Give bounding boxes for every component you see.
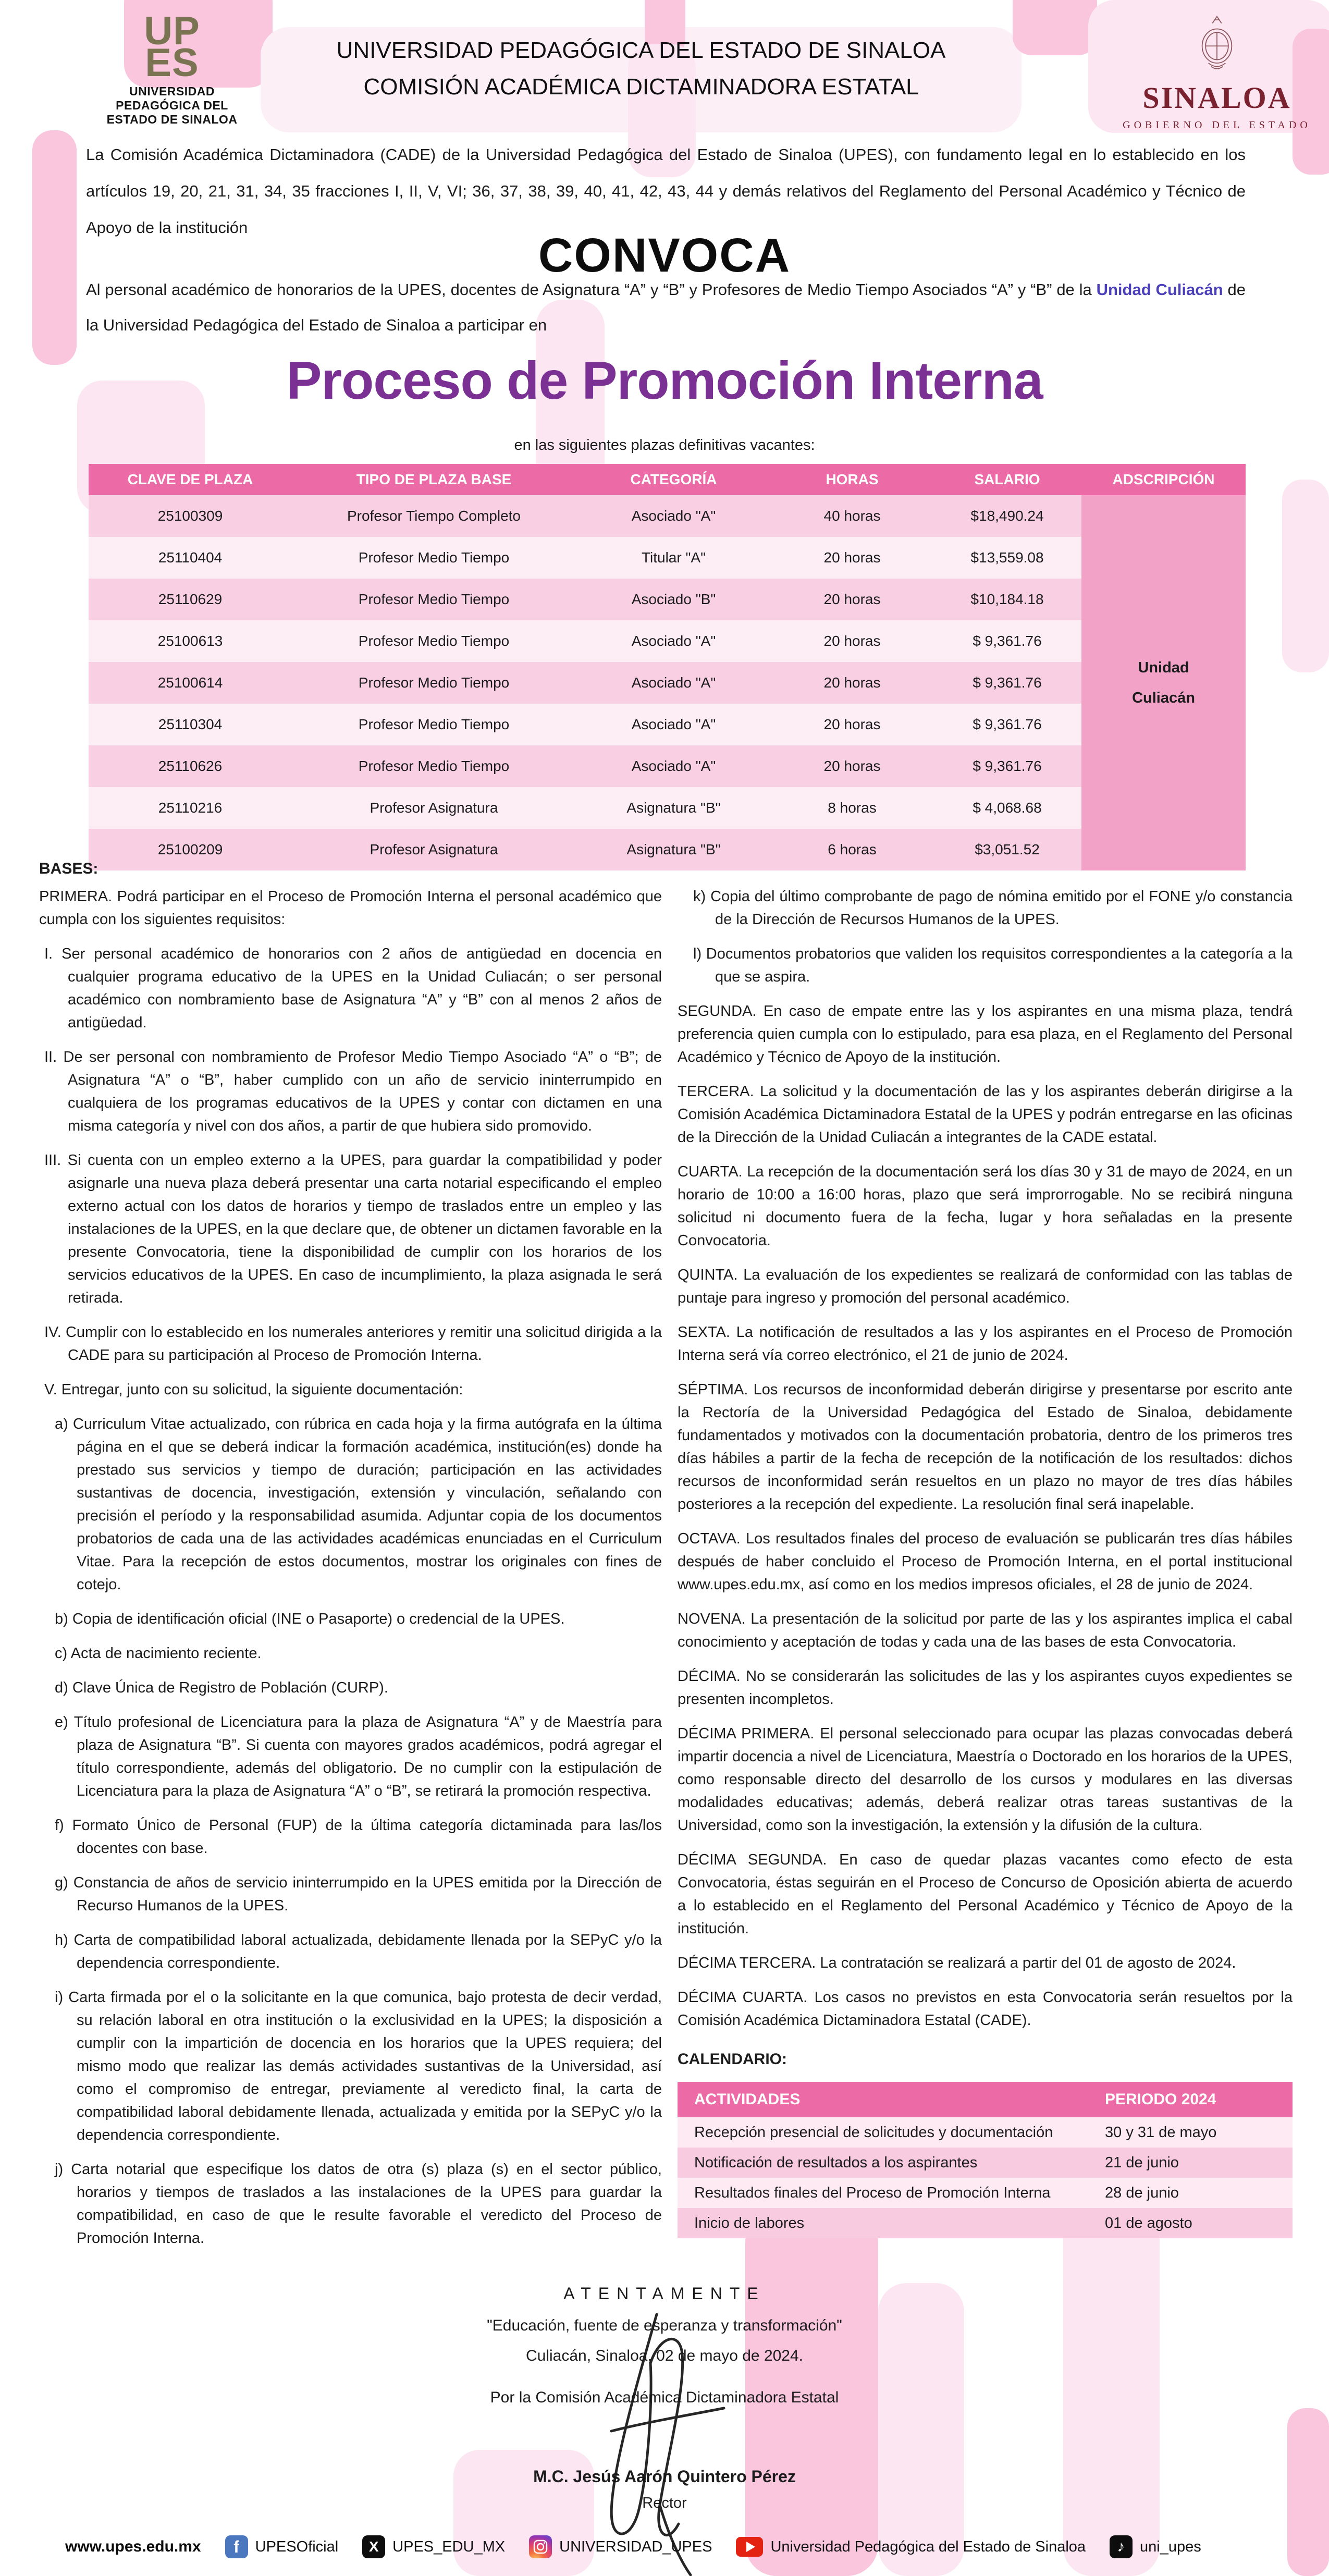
bases-paragraph: a) Curriculum Vitae actualizado, con rúbrica en cada hoja y la firma autógrafa en la última página en el que se deberá indicar la formación académica, institución(es) donde ha prestado sus servicios y tiempo de duración; participación en las actividades sustantivas de docencia, investigación, extensión y vinculación, señalando con precisión el período y la responsabilidad asumida. Adjuntar copia de los documentos probatorios de cada una de las actividades académicas enunciadas en el Curriculum Vitae. Para la recepción de estos documentos, mostrar los originales con fines de cotejo. xyxy=(55,1416,662,1593)
x-icon: X xyxy=(362,2535,385,2558)
atentamente-text: ATENTAMENTE xyxy=(563,2284,766,2303)
bases-paragraph: c) Acta de nacimiento reciente. xyxy=(55,1645,262,1662)
bases-left-column xyxy=(39,885,662,2261)
bases-paragraph: III. Si cuenta con un empleo externo a la UPES, para guardar la compatibilidad y poder asignarle una nueva plaza deberá presentar una carta notarial especificando el empleo externo actual con los datos de horarios y tiempo de traslados entre un empleo y las instalaciones de la UPES, en la que declare que, de obtener un dictamen favorable en la presente Convocatoria, tiene la disponibilidad de cumplir con los horarios de los servicios educativos de la UPES. En caso de incumplimiento, la plaza asignada le será retirada. xyxy=(44,1152,662,1306)
table-lead-text: en las siguientes plazas definitivas vacantes: xyxy=(514,437,815,453)
bases-paragraph: QUINTA. La evaluación de los expedientes se realizará de conformidad con las tablas de puntaje para ingreso y promoción del personal académico. xyxy=(678,1267,1293,1306)
cell-categoria: Asignatura "B" xyxy=(626,841,721,857)
sinaloa-subtitle: GOBIERNO DEL ESTADO xyxy=(1123,119,1311,131)
cell-clave: 25100613 xyxy=(157,633,223,649)
bases-paragraph: TERCERA. La solicitud y la documentación de las y los aspirantes deberán dirigirse a la Comisión Académica Dictaminadora Estatal de la UPES y podrán entregarse en las oficinas de la Dirección de la Unidad Culiacán a integrantes de la CADE estatal. xyxy=(678,1083,1293,1146)
bases-paragraph: l) Documentos probatorios que validen los requisitos correspondientes a la categoría a la que se aspira. xyxy=(693,946,1293,985)
bases-paragraph: j) Carta notarial que especifique los datos de otra (s) plaza (s) en el sector público, horarios y tiempos de traslados a las instalaciones de la UPES para guardar la compatibilidad, en caso de que le resulte favorable el veredicto del Proceso de Promoción Interna. xyxy=(55,2161,662,2247)
facebook-icon: f xyxy=(225,2535,248,2558)
cell-horas: 20 horas xyxy=(823,758,881,774)
decor-shape xyxy=(1282,480,1329,672)
commission-name: COMISIÓN ACADÉMICA DICTAMINADORA ESTATAL xyxy=(363,74,919,100)
audience-text-after: de la Universidad Pedagógica del Estado de Sinaloa a participar en xyxy=(86,280,1246,334)
cell-tipo: Profesor Medio Tiempo xyxy=(358,591,510,607)
cell-salario: $ 4,068.68 xyxy=(973,800,1042,816)
cell-salario: $18,490.24 xyxy=(970,508,1044,524)
calendar-body xyxy=(678,2117,1293,2238)
social-label: UNIVERSIDAD_UPES xyxy=(559,2538,712,2555)
calendar-cell-periodo: 30 y 31 de mayo xyxy=(1105,2124,1217,2141)
table-row xyxy=(89,829,1081,870)
process-title: Proceso de Promoción Interna xyxy=(286,351,1043,410)
bases-section xyxy=(39,885,1293,2261)
calendar-row xyxy=(678,2178,1293,2208)
social-youtube[interactable] xyxy=(736,2537,1086,2557)
convoca-heading: CONVOCA xyxy=(538,229,791,282)
calendario-heading: CALENDARIO: xyxy=(678,2051,787,2068)
bases-paragraph: V. Entregar, junto con su solicitud, la siguiente documentación: xyxy=(44,1381,463,1398)
motto-text: "Educación, fuente de esperanza y transformación" xyxy=(487,2317,842,2334)
cell-salario: $13,559.08 xyxy=(970,549,1044,566)
upes-logo-caption: UNIVERSIDAD PEDAGÓGICA DEL ESTADO DE SINALOA xyxy=(106,84,238,126)
calendar-header-actividades: ACTIVIDADES xyxy=(694,2091,801,2108)
signer-role: Rector xyxy=(642,2495,687,2511)
tiktok-icon: ♪ xyxy=(1110,2535,1133,2558)
cell-tipo: Profesor Medio Tiempo xyxy=(358,674,510,691)
cell-tipo: Profesor Medio Tiempo xyxy=(358,758,510,774)
cell-categoria: Asociado "A" xyxy=(631,633,716,649)
plazas-table xyxy=(89,464,1246,870)
calendar-row xyxy=(678,2117,1293,2148)
cell-horas: 20 horas xyxy=(823,549,881,566)
calendar-cell-periodo: 28 de junio xyxy=(1105,2184,1179,2201)
cell-salario: $ 9,361.76 xyxy=(973,716,1042,732)
header-cell-clave: CLAVE DE PLAZA xyxy=(127,471,253,487)
plazas-table-header xyxy=(89,464,1081,495)
upes-logo xyxy=(60,9,284,127)
header-cell-tipo: TIPO DE PLAZA BASE xyxy=(356,471,512,487)
table-row xyxy=(89,745,1081,787)
social-label: UPES_EDU_MX xyxy=(392,2538,506,2555)
audience-text-before: Al personal académico de honorarios de la UPES, docentes de Asignatura “A” y “B” y Profesores de Medio Tiempo Asociados “A” y “B” de la xyxy=(86,280,1092,299)
cell-clave: 25110404 xyxy=(158,549,223,566)
bases-paragraph: NOVENA. La presentación de la solicitud por parte de las y los aspirantes implica el cabal conocimiento y aceptación de todas y cada una de las bases de esta Convocatoria. xyxy=(678,1611,1293,1650)
youtube-icon xyxy=(736,2537,763,2557)
header-cell-adscripcion: ADSCRIPCIÓN xyxy=(1081,464,1246,495)
bases-paragraph: SEGUNDA. En caso de empate entre las y los aspirantes en una misma plaza, tendrá preferencia quien cumpla con lo estipulado, para esa plaza, en el Reglamento del Personal Académico y Técnico de Apoyo de la institución. xyxy=(678,1003,1293,1065)
bases-paragraph: d) Clave Única de Registro de Población (CURP). xyxy=(55,1679,388,1696)
cell-categoria: Asociado "A" xyxy=(631,716,716,732)
bases-paragraph: SÉPTIMA. Los recursos de inconformidad deberán dirigirse y presentarse por escrito ante la Rectoría de la Universidad Pedagógica del Estado de Sinaloa, debidamente fundamentados y motivados con la documentación probatoria, dentro de los primeros tres días hábiles a partir de la fecha de recepción de la notificación de los resultados: dichos recursos de inconformidad serán resueltos en un plazo no mayor de tres días hábiles posteriores a la recepción del expediente. La resolución final será inapelable. xyxy=(678,1381,1293,1513)
cell-categoria: Asociado "A" xyxy=(631,758,716,774)
cell-tipo: Profesor Medio Tiempo xyxy=(358,716,510,732)
cell-clave: 25100614 xyxy=(157,674,223,691)
calendar-cell-actividad: Inicio de labores xyxy=(694,2214,805,2231)
footer-bar xyxy=(65,2528,1201,2566)
signer-name: M.C. Jesús Aarón Quintero Pérez xyxy=(533,2467,796,2486)
cell-tipo: Profesor Asignatura xyxy=(370,800,498,816)
cell-horas: 20 horas xyxy=(823,674,881,691)
cell-tipo: Profesor Medio Tiempo xyxy=(358,633,510,649)
table-row xyxy=(89,704,1081,745)
cell-salario: $3,051.52 xyxy=(975,841,1040,857)
header-cell-categoria: CATEGORÍA xyxy=(630,471,717,487)
cell-clave: 25110216 xyxy=(158,800,223,816)
cell-categoria: Asociado "A" xyxy=(631,674,716,691)
institution-name: UNIVERSIDAD PEDAGÓGICA DEL ESTADO DE SINALOA xyxy=(336,38,946,63)
decor-shape xyxy=(1013,0,1097,55)
bases-right-paragraphs xyxy=(678,885,1293,2032)
bases-paragraph: k) Copia del último comprobante de pago de nómina emitido por el FONE y/o constancia de la Dirección de Recursos Humanos de la UPES. xyxy=(693,888,1293,928)
closing-block xyxy=(0,2284,1329,2512)
bases-paragraph: DÉCIMA CUARTA. Los casos no previstos en esta Convocatoria serán resueltos por la Comisión Académica Dictaminadora Estatal (CADE). xyxy=(678,1989,1293,2029)
bases-paragraph: DÉCIMA. No se considerarán las solicitudes de las y los aspirantes cuyos expedientes se presenten incompletos. xyxy=(678,1668,1293,1708)
table-row xyxy=(89,579,1081,620)
bases-paragraph: OCTAVA. Los resultados finales del proceso de evaluación se publicarán tres días hábiles después de haber concluido el Proceso de Promoción Interna, en el portal institucional www.upes.edu.mx, así como en los medios impresos oficiales, el 28 de junio de 2024. xyxy=(678,1530,1293,1593)
cell-clave: 25110629 xyxy=(158,591,223,607)
bases-paragraph: i) Carta firmada por el o la solicitante en la que comunica, bajo protesta de decir verdad, su relación laboral en otra institución o la exclusividad en la UPES; la disposición a cumplir con la impartición de docencia en los horarios que la UPES requiera; del mismo modo que realizar las demás actividades sustantivas de la Universidad, así como el compromiso de entregar, previamente al veredicto final, la carta de compatibilidad laboral debidamente llenada, actualizada y emitida por la SEPyC y/o la dependencia correspondiente. xyxy=(55,1989,662,2143)
issued-by-text: Por la Comisión Académica Dictaminadora Estatal xyxy=(490,2389,839,2406)
table-row xyxy=(89,495,1081,537)
cell-horas: 20 horas xyxy=(823,716,881,732)
table-row xyxy=(89,662,1081,704)
cell-tipo: Profesor Asignatura xyxy=(370,841,498,857)
cell-clave: 25100209 xyxy=(157,841,223,857)
calendar-cell-periodo: 21 de junio xyxy=(1105,2154,1179,2171)
cell-tipo: Profesor Tiempo Completo xyxy=(347,508,521,524)
adscripcion-cell: Unidad Culiacán xyxy=(1081,495,1246,870)
bases-paragraph: I. Ser personal académico de honorarios con 2 años de antigüedad en docencia en cualquier programa educativo de la UPES en la Unidad Culiacán; o ser personal académico con nombramiento base de Asignatura “A” y “B” con al menos 2 años de antigüedad. xyxy=(44,946,662,1031)
bases-paragraph: IV. Cumplir con lo establecido en los numerales anteriores y remitir una solicitud dirigida a la CADE para su participación al Proceso de Promoción Interna. xyxy=(44,1324,662,1364)
bases-paragraph: b) Copia de identificación oficial (INE o Pasaporte) o credencial de la UPES. xyxy=(55,1611,565,1627)
cell-salario: $ 9,361.76 xyxy=(973,633,1042,649)
social-label: Universidad Pedagógica del Estado de Sinaloa xyxy=(770,2538,1086,2555)
bases-right-column xyxy=(678,885,1293,2261)
bases-paragraph: e) Título profesional de Licenciatura para la plaza de Asignatura “A” y de Maestría para plaza de Asignatura “B”. Si cuenta con mayores grados académicos, podrá agregar el título correspondiente, además del obligatorio. De no cumplir con la estipulación de Licenciatura para la plaza de Asignatura “A” o “B”, se retirará la promoción respectiva. xyxy=(55,1714,662,1799)
table-row xyxy=(89,537,1081,579)
cell-tipo: Profesor Medio Tiempo xyxy=(358,549,510,566)
bases-heading: BASES: xyxy=(39,860,99,877)
header-cell-horas: HORAS xyxy=(826,471,879,487)
bases-paragraph: SEXTA. La notificación de resultados a las y los aspirantes en el Proceso de Promoción Interna será vía correo electrónico, el 21 de junio de 2024. xyxy=(678,1324,1293,1364)
table-row xyxy=(89,620,1081,662)
cell-horas: 8 horas xyxy=(828,800,877,816)
bases-paragraph: DÉCIMA TERCERA. La contratación se realizará a partir del 01 de agosto de 2024. xyxy=(678,1955,1236,1971)
upes-logo-glyph: UP ES xyxy=(144,9,200,85)
calendar-header-periodo: PERIODO 2024 xyxy=(1105,2091,1216,2108)
bases-paragraph: CUARTA. La recepción de la documentación será los días 30 y 31 de mayo de 2024, en un horario de 10:00 a 16:00 horas, plazo que será improrrogable. No se recibirá ninguna solicitud ni documento fuera de la fecha, lugar y hora señaladas en la presente Convocatoria. xyxy=(678,1163,1293,1249)
cell-horas: 40 horas xyxy=(823,508,881,524)
calendar-table xyxy=(678,2082,1293,2238)
cell-salario: $ 9,361.76 xyxy=(973,674,1042,691)
cell-categoria: Asociado "B" xyxy=(631,591,716,607)
cell-clave: 25110304 xyxy=(158,716,223,732)
social-tiktok[interactable] xyxy=(1110,2535,1201,2558)
bases-paragraph: f) Formato Único de Personal (FUP) de la última categoría dictaminada para las/los docentes con base. xyxy=(55,1817,662,1857)
calendar-row xyxy=(678,2148,1293,2178)
audience-paragraph xyxy=(86,272,1246,343)
calendar-cell-periodo: 01 de agosto xyxy=(1105,2214,1192,2231)
calendar-row xyxy=(678,2208,1293,2238)
social-label: UPESOficial xyxy=(255,2538,339,2555)
sinaloa-logo xyxy=(1105,13,1329,131)
cell-salario: $10,184.18 xyxy=(970,591,1044,607)
cell-clave: 25110626 xyxy=(158,758,223,774)
calendar-cell-actividad: Recepción presencial de solicitudes y documentación xyxy=(694,2124,1053,2141)
bases-paragraph: h) Carta de compatibilidad laboral actualizada, debidamente llenada por la SEPyC y/o la dependencia correspondiente. xyxy=(55,1932,662,1971)
bases-paragraph: DÉCIMA SEGUNDA. En caso de quedar plazas vacantes como efecto de esta Convocatoria, éstas seguirán en el Proceso de Concurso de Oposición abierta de acuerdo a lo establecido en el Reglamento del Personal Académico y Técnico de Apoyo de la institución. xyxy=(678,1851,1293,1937)
sinaloa-crest-icon xyxy=(1180,13,1253,76)
cell-horas: 20 horas xyxy=(823,591,881,607)
cell-salario: $ 9,361.76 xyxy=(973,758,1042,774)
bases-paragraph: PRIMERA. Podrá participar en el Proceso de Promoción Interna el personal académico que cumpla con los siguientes requisitos: xyxy=(39,888,662,928)
bases-paragraph: g) Constancia de años de servicio ininterrumpido en la UPES emitida por la Dirección de Recurso Humanos de la UPES. xyxy=(55,1874,662,1914)
plazas-table-body xyxy=(89,495,1081,870)
document-header-title xyxy=(271,32,1011,105)
cell-horas: 20 horas xyxy=(823,633,881,649)
calendar-cell-actividad: Notificación de resultados a los aspirantes xyxy=(694,2154,978,2171)
bases-paragraph: DÉCIMA PRIMERA. El personal seleccionado para ocupar las plazas convocadas deberá impartir docencia a nivel de Licenciatura, Maestría o Doctorado en los horarios de la UPES, como responsable directo del desarrollo de los cursos y modulares en las diversas modalidades educativas; además, deberá realizar otras tareas sustantivas de la Universidad, como son la investigación, la extensión y la difusión de la cultura. xyxy=(678,1725,1293,1834)
cell-categoria: Asignatura "B" xyxy=(626,800,721,816)
bases-paragraph: II. De ser personal con nombramiento de Profesor Medio Tiempo Asociado “A” o “B”; de Asignatura “A” o “B”, haber cumplido con un año de servicio ininterrumpido en cualquiera de los programas educativos de la UPES y contar con dictamen en una misma categoría y nivel con dos años, a partir de que hubiera sido promovido. xyxy=(44,1049,662,1134)
cell-horas: 6 horas xyxy=(828,841,877,857)
calendar-header xyxy=(678,2082,1293,2117)
table-row xyxy=(89,787,1081,829)
social-instagram[interactable] xyxy=(529,2535,712,2558)
legal-paragraph: La Comisión Académica Dictaminadora (CADE) de la Universidad Pedagógica del Estado de Sinaloa (UPES), con fundamento legal en lo establecido en los artículos 19, 20, 21, 31, 34, 35 fracciones I, II, V, VI; 36, 37, 38, 39, 40, 41, 42, 43, 44 y demás relativos del Reglamento del Personal Académico y Técnico de Apoyo de la institución xyxy=(86,145,1246,237)
social-label: uni_upes xyxy=(1140,2538,1201,2555)
place-date-text: Culiacán, Sinaloa, 02 de mayo de 2024. xyxy=(525,2347,804,2364)
unidad-culiacan-highlight: Unidad Culiacán xyxy=(1096,280,1223,299)
website-link[interactable]: www.upes.edu.mx xyxy=(65,2538,201,2555)
instagram-icon xyxy=(529,2535,552,2558)
cell-categoria: Asociado "A" xyxy=(631,508,716,524)
sinaloa-wordmark: SINALOA xyxy=(1142,81,1291,115)
header-cell-salario: SALARIO xyxy=(974,471,1040,487)
calendar-cell-actividad: Resultados finales del Proceso de Promoción Interna xyxy=(694,2184,1051,2201)
social-x[interactable] xyxy=(362,2535,505,2558)
cell-clave: 25100309 xyxy=(157,508,223,524)
social-facebook[interactable] xyxy=(225,2535,339,2558)
cell-categoria: Titular "A" xyxy=(641,549,706,566)
